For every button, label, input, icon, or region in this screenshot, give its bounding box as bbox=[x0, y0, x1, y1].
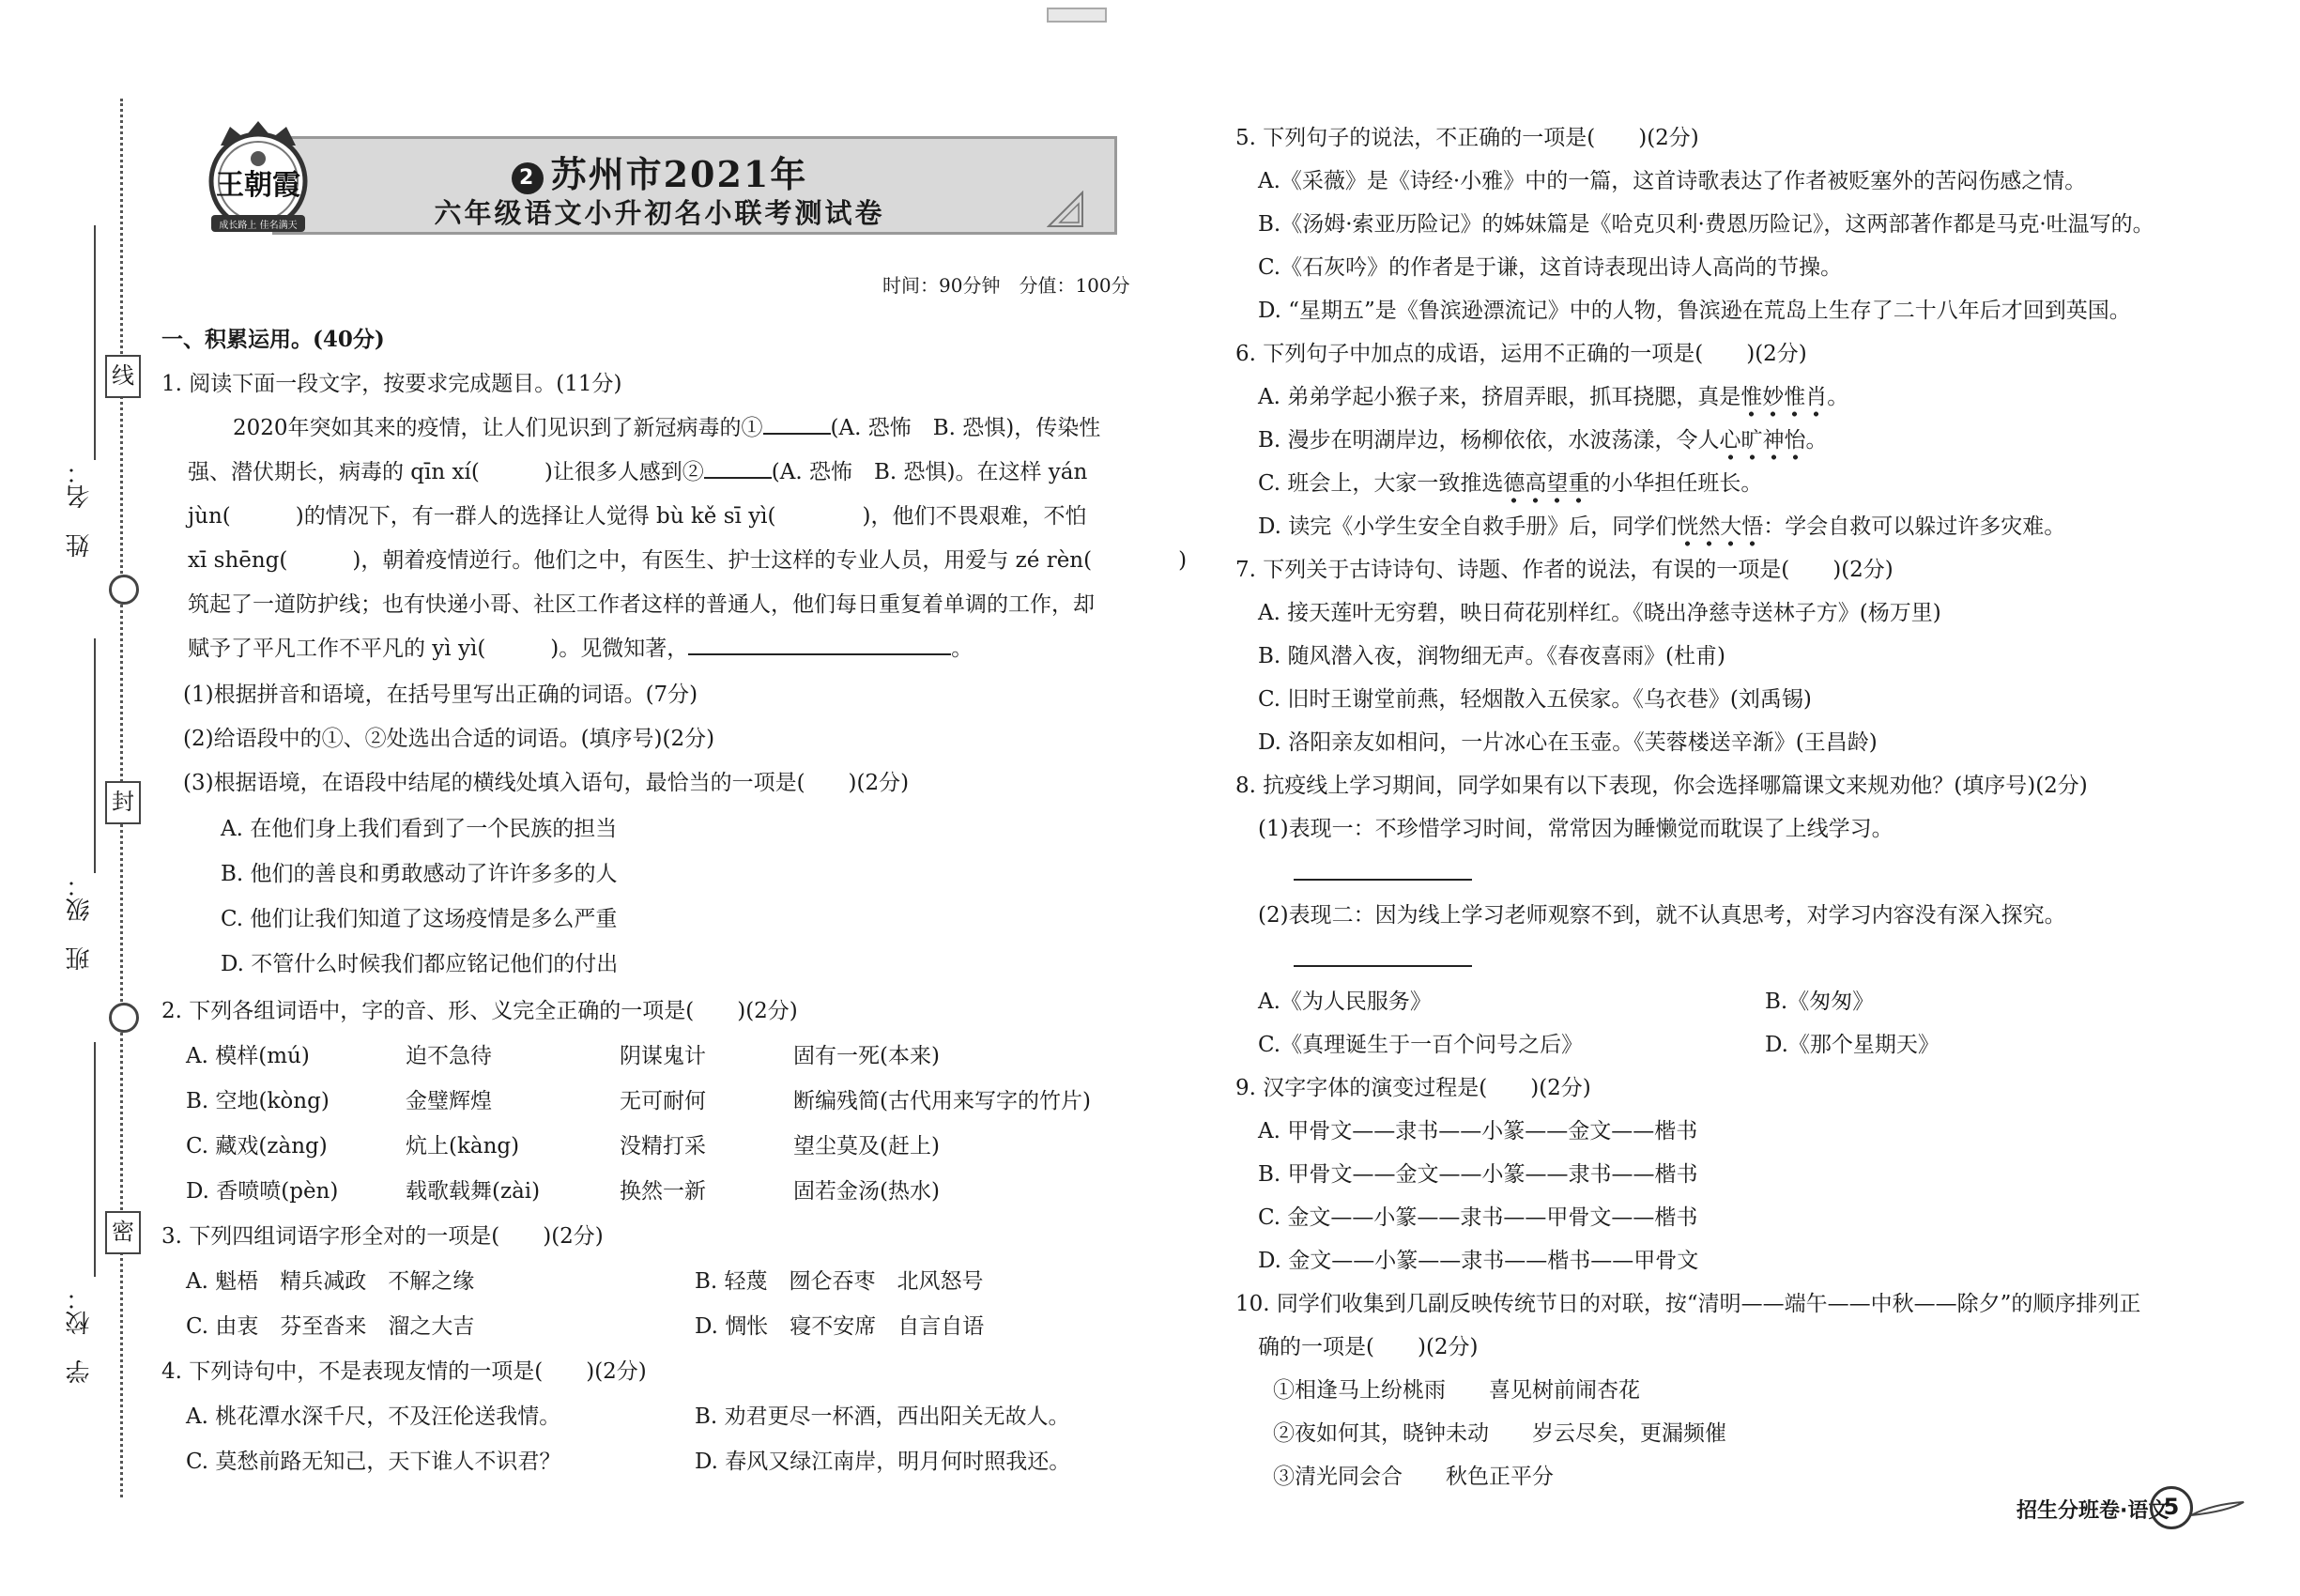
q3-stem: 3. 下列四组词语字形全对的一项是( )(2分) bbox=[161, 1224, 604, 1249]
q8-sub1: (1)表现一：不珍惜学习时间，常常因为睡懒觉而耽误了上线学习。 bbox=[1258, 817, 1894, 841]
q1-p6-end: 。 bbox=[951, 637, 974, 661]
svg-text:成长路上 佳名满天: 成长路上 佳名满天 bbox=[219, 221, 298, 231]
class-field-line[interactable] bbox=[94, 638, 96, 873]
q8-option-b[interactable]: B.《匆匆》 bbox=[1765, 990, 1875, 1014]
q2-row-b-c1[interactable]: B. 空地(kòng) bbox=[186, 1089, 330, 1113]
name-field-line[interactable] bbox=[94, 225, 96, 460]
q2-row-a-c2: 迫不急待 bbox=[406, 1044, 492, 1068]
q10-couplet-2: ②夜如何其，晓钟未动 岁云尽矣，更漏频催 bbox=[1273, 1421, 1726, 1446]
q8-stem: 8. 抗疫线上学习期间，同学如果有以下表现，你会选择哪篇课文来规劝他？(填序号)(2分) bbox=[1235, 774, 2088, 798]
q1-p1-text: 2020年突如其来的疫情，让人们见识到了新冠病毒的① bbox=[233, 416, 763, 440]
binding-char-feng: 封 bbox=[105, 781, 141, 824]
q2-row-c-c3: 没精打采 bbox=[620, 1134, 706, 1159]
school-field-label: 学 校： bbox=[66, 1286, 94, 1384]
q10-couplet-3: ③清光同会合 秋色正平分 bbox=[1273, 1465, 1554, 1489]
q1-blank-2[interactable] bbox=[704, 458, 772, 479]
q6-stem: 6. 下列句子中加点的成语，运用不正确的一项是( )(2分) bbox=[1235, 342, 1807, 366]
q3-option-c[interactable]: C. 由衷 芬至沓来 溜之大吉 bbox=[186, 1314, 475, 1339]
paper-number-badge: 2 bbox=[512, 162, 544, 194]
svg-text:王朝霞: 王朝霞 bbox=[216, 169, 300, 202]
q6-c-idiom: 德高望重 bbox=[1503, 471, 1589, 504]
binding-char-mi: 密 bbox=[105, 1211, 141, 1254]
q1-paragraph-line4: xī shēng( )，朝着疫情逆行。他们之中，有医生、护士这样的专业人员，用爱与 zé rèn( ) bbox=[188, 548, 1188, 573]
q8-option-d[interactable]: D.《那个星期天》 bbox=[1765, 1033, 1940, 1057]
q6-a-text: A. 弟弟学起小猴子来，挤眉弄眼，抓耳挠腮，真是 bbox=[1258, 385, 1741, 409]
page-number: 5 bbox=[2150, 1486, 2193, 1529]
q4-option-d[interactable]: D. 春风又绿江南岸，明月何时照我还。 bbox=[695, 1450, 1071, 1474]
exam-title-line2: 六年级语文小升初名小联考测试卷 bbox=[434, 197, 885, 229]
section-title: 一、积累运用。(40分) bbox=[161, 327, 385, 352]
q6-a-idiom: 惟妙惟肖 bbox=[1740, 385, 1827, 418]
q10-couplet-1: ①相逢马上纷桃雨 喜见树前闹杏花 bbox=[1273, 1378, 1640, 1403]
q6-option-a[interactable] bbox=[1258, 379, 1848, 410]
q4-option-c[interactable]: C. 莫愁前路无知己，天下谁人不识君？ bbox=[186, 1450, 561, 1474]
q2-row-c-c1[interactable]: C. 藏戏(zàng) bbox=[186, 1134, 328, 1159]
q2-row-d-c3: 换然一新 bbox=[620, 1179, 706, 1204]
school-field-line[interactable] bbox=[94, 1042, 96, 1277]
q8-option-c[interactable]: C.《真理诞生于一百个问号之后》 bbox=[1258, 1033, 1584, 1057]
q7-option-a[interactable]: A. 接天莲叶无穷碧，映日荷花别样红。《晓出净慈寺送林子方》(杨万里) bbox=[1258, 601, 1941, 625]
q3-option-a[interactable]: A. 魁梧 精兵减政 不解之缘 bbox=[186, 1269, 475, 1294]
q7-option-d[interactable]: D. 洛阳亲友如相问，一片冰心在玉壶。《芙蓉楼送辛渐》(王昌龄) bbox=[1258, 730, 1878, 755]
q1-option-d[interactable]: D. 不管什么时候我们都应铭记他们的付出 bbox=[221, 952, 619, 976]
q6-c-text: C. 班会上，大家一致推选 bbox=[1258, 471, 1504, 496]
q9-option-b[interactable]: B. 甲骨文——金文——小篆——隶书——楷书 bbox=[1258, 1162, 1698, 1187]
q8-option-a[interactable]: A.《为人民服务》 bbox=[1258, 990, 1432, 1014]
feather-pen-icon bbox=[2189, 1500, 2246, 1519]
q2-row-c-c2: 炕上(kàng) bbox=[406, 1134, 520, 1159]
q3-option-d[interactable]: D. 惆怅 寝不安席 自言自语 bbox=[695, 1314, 985, 1339]
q6-option-d[interactable] bbox=[1258, 509, 2065, 540]
q8-answer-line-2[interactable] bbox=[1294, 943, 1472, 967]
q5-option-a[interactable]: A.《采薇》是《诗经·小雅》中的一篇，这首诗歌表达了作者被贬塞外的苦闷伤感之情。 bbox=[1258, 169, 2087, 193]
q7-option-c[interactable]: C. 旧时王谢堂前燕，轻烟散入五侯家。《乌衣巷》(刘禹锡) bbox=[1258, 687, 1812, 712]
q9-option-d[interactable]: D. 金文——小篆——隶书——楷书——甲骨文 bbox=[1258, 1249, 1699, 1273]
q2-row-a-c3: 阴谋鬼计 bbox=[620, 1044, 706, 1068]
q9-stem: 9. 汉字字体的演变过程是( )(2分) bbox=[1235, 1076, 1591, 1100]
q9-option-c[interactable]: C. 金文——小篆——隶书——甲骨文——楷书 bbox=[1258, 1205, 1698, 1230]
q1-paragraph-line1 bbox=[233, 410, 1100, 441]
q2-row-d-c2: 载歌载舞(zài) bbox=[406, 1179, 541, 1204]
q6-d-end: ：学会自救可以躲过许多灾难。 bbox=[1763, 514, 2066, 539]
q4-option-a[interactable]: A. 桃花潭水深千尺，不及汪伦送我情。 bbox=[186, 1404, 561, 1429]
q1-option-b[interactable]: B. 他们的善良和勇敢感动了许许多多的人 bbox=[221, 862, 618, 886]
title-text: 苏州市2021年 bbox=[550, 153, 808, 195]
q1-option-c[interactable]: C. 他们让我们知道了这场疫情是多么严重 bbox=[221, 907, 618, 931]
q1-blank-1[interactable] bbox=[763, 414, 831, 435]
binding-char-xian: 线 bbox=[105, 355, 141, 398]
time-score-info: 时间：90分钟 分值：100分 bbox=[882, 274, 1130, 297]
q2-stem: 2. 下列各组词语中，字的音、形、义完全正确的一项是( )(2分) bbox=[161, 999, 798, 1023]
q2-row-d-c4: 固若金汤(热水) bbox=[793, 1179, 940, 1204]
q1-p6-text: 赋予了平凡工作不平凡的 yì yì( )。见微知著， bbox=[188, 637, 689, 661]
q1-p2-text: 强、潜伏期长，病毒的 qīn xí( )让很多人感到② bbox=[188, 460, 704, 484]
q1-p1-options: (A. 恐怖 B. 恐惧)，传染性 bbox=[830, 416, 1101, 440]
q3-option-b[interactable]: B. 轻蔑 囫仑吞枣 北风怒号 bbox=[695, 1269, 984, 1294]
q7-stem: 7. 下列关于古诗诗句、诗题、作者的说法，有误的一项是( )(2分) bbox=[1235, 558, 1894, 582]
q10-stem-line2: 确的一项是( )(2分) bbox=[1258, 1335, 1479, 1359]
header-accent-bar bbox=[1047, 8, 1107, 23]
exam-header bbox=[202, 117, 1117, 239]
q1-paragraph-line6 bbox=[188, 631, 973, 662]
q2-row-b-c4: 断编残简(古代用来写字的竹片) bbox=[793, 1089, 1091, 1113]
q5-option-c[interactable]: C.《石灰吟》的作者是于谦，这首诗表现出诗人高尚的节操。 bbox=[1258, 255, 1843, 280]
q6-option-b[interactable] bbox=[1258, 422, 1828, 453]
q9-option-a[interactable]: A. 甲骨文——隶书——小篆——金文——楷书 bbox=[1258, 1119, 1698, 1143]
binding-knot bbox=[109, 575, 139, 605]
q1-paragraph-line3: jùn( )的情况下，有一群人的选择让人觉得 bù kě sī yì( )，他们不畏艰难，不怕 bbox=[188, 504, 1087, 529]
q2-row-a-c4: 固有一死(本来) bbox=[793, 1044, 940, 1068]
binding-margin bbox=[0, 0, 141, 1596]
q6-d-text: D. 读完《小学生安全自救手册》后，同学们 bbox=[1258, 514, 1678, 539]
q7-option-b[interactable]: B. 随风潜入夜，润物细无声。《春夜喜雨》(杜甫) bbox=[1258, 644, 1725, 668]
q4-stem: 4. 下列诗句中，不是表现友情的一项是( )(2分) bbox=[161, 1359, 647, 1384]
q1-option-a[interactable]: A. 在他们身上我们看到了一个民族的担当 bbox=[221, 817, 618, 841]
q6-b-end: 。 bbox=[1805, 428, 1828, 453]
binding-knot bbox=[109, 1003, 139, 1033]
triangle-ruler-icon bbox=[1047, 191, 1084, 228]
q8-answer-line-1[interactable] bbox=[1294, 856, 1472, 881]
exam-title-line1 bbox=[202, 146, 1117, 197]
q5-option-b[interactable]: B.《汤姆·索亚历险记》的姊妹篇是《哈克贝利·费恩历险记》，这两部著作都是马克·吐温写的。 bbox=[1258, 212, 2154, 237]
name-field-label: 姓 名： bbox=[66, 460, 94, 558]
q8-sub2: (2)表现二：因为线上学习老师观察不到，就不认真思考，对学习内容没有深入探究。 bbox=[1258, 903, 2066, 928]
q1-blank-end[interactable] bbox=[688, 635, 951, 655]
q2-row-c-c4: 望尘莫及(赶上) bbox=[793, 1134, 940, 1159]
q6-c-end: 的小华担任班长。 bbox=[1589, 471, 1763, 496]
q2-row-b-c2: 金璧辉煌 bbox=[406, 1089, 492, 1113]
q10-stem-line1: 10. 同学们收集到几副反映传统节日的对联，按“清明——端午——中秋——除夕”的顺序排列正 bbox=[1235, 1292, 2141, 1316]
q1-paragraph-line5: 筑起了一道防护线；也有快递小哥、社区工作者这样的普通人，他们每日重复着单调的工作，却 bbox=[188, 592, 1095, 617]
q1-paragraph-line2 bbox=[188, 454, 1087, 485]
q6-b-idiom: 心旷神怡 bbox=[1720, 428, 1806, 461]
q2-row-b-c3: 无可耐何 bbox=[620, 1089, 706, 1113]
footer-label: 招生分班卷·语文 bbox=[2016, 1499, 2170, 1523]
q6-b-text: B. 漫步在明湖岸边，杨柳依依，水波荡漾，令人 bbox=[1258, 428, 1720, 453]
q2-row-a-c1[interactable]: A. 模样(mú) bbox=[186, 1044, 310, 1068]
q1-sub3: (3)根据语境，在语段中结尾的横线处填入语句，最恰当的一项是( )(2分) bbox=[183, 771, 910, 795]
q1-sub1: (1)根据拼音和语境，在括号里写出正确的词语。(7分) bbox=[183, 683, 698, 707]
q6-a-end: 。 bbox=[1827, 385, 1849, 409]
q5-stem: 5. 下列句子的说法，不正确的一项是( )(2分) bbox=[1235, 126, 1699, 150]
q1-p2-options: (A. 恐怖 B. 恐惧)。在这样 yán bbox=[771, 460, 1088, 484]
q4-option-b[interactable]: B. 劝君更尽一杯酒，西出阳关无故人。 bbox=[695, 1404, 1070, 1429]
q6-option-c[interactable] bbox=[1258, 466, 1762, 497]
q5-option-d[interactable]: D. “星期五”是《鲁滨逊漂流记》中的人物，鲁滨逊在荒岛上生存了二十八年后才回到英国。 bbox=[1258, 299, 2131, 323]
q2-row-d-c1[interactable]: D. 香喷喷(pèn) bbox=[186, 1179, 339, 1204]
q6-d-idiom: 恍然大悟 bbox=[1677, 514, 1763, 547]
class-field-label: 班 级： bbox=[66, 873, 94, 971]
q1-sub2: (2)给语段中的①、②处选出合适的词语。(填序号)(2分) bbox=[183, 727, 715, 751]
q1-stem: 1. 阅读下面一段文字，按要求完成题目。(11分) bbox=[161, 372, 622, 396]
